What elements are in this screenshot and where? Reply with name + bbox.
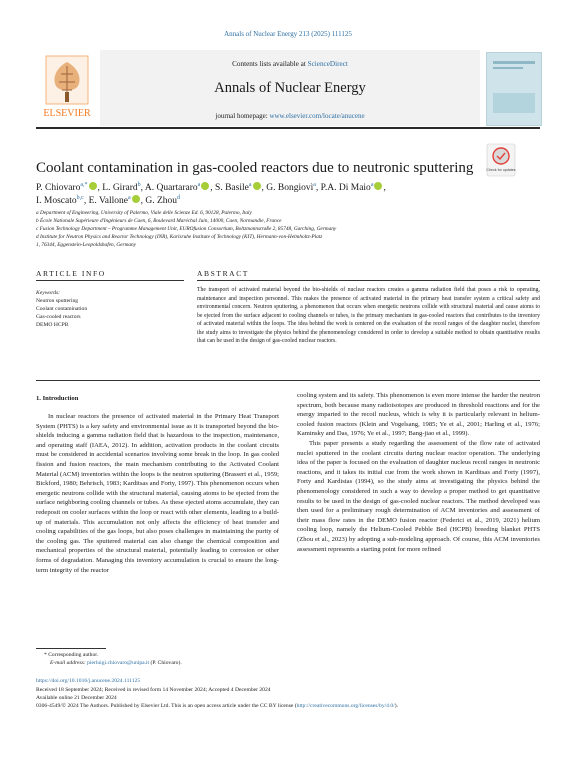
header-rule (36, 127, 540, 129)
section-heading-introduction: 1. Introduction (36, 395, 79, 402)
author-name[interactable]: G. Zhou (145, 196, 178, 207)
author-name[interactable]: P. Chiovaro (36, 183, 81, 194)
author-name[interactable]: G. Bongiovì (266, 183, 314, 194)
author-separator: , (83, 196, 89, 207)
author-affiliation-sup[interactable]: a (248, 182, 252, 188)
author-affiliation-sup[interactable]: a (313, 182, 316, 188)
intro-paragraph-1-cont: cooling system and its safety. This phenomenon is even more intense the harder the neutron spectrum, both because many radioisotopes are produced in threshold reactions and for the energy imparted to the recoil nucleus, which is why it is particularly relevant in helium-cooled fusion reactors (Klein and Vogelsang, 1985; Ye et al., 2001; Harling et al., 1976; Kaminsky and Das, 1976; Ye et al., 1997; Bang-jiao et al., 1999). (297, 392, 540, 438)
homepage-link[interactable]: www.elsevier.com/locate/anucene (269, 112, 365, 120)
email-note: E-mail address: pierluigi.chiovaro@unipa.it (P. Chiovaro). (50, 660, 182, 666)
journal-citation[interactable]: Annals of Nuclear Energy 213 (2025) 111125 (224, 30, 352, 38)
corresponding-author-note: * Corresponding author. (44, 652, 99, 658)
intro-paragraph-2: This paper presents a study regarding the assessment of the flow rate of activated nuclei sputtered in the coolant circuits during nuclear reactor operation. The underlying idea of the paper is focused on the evaluation of daughter nucleus recoil ranges in neutronic reactions, and it takes its initial cue from the work shown in Karditsas and Forty (1997), Forty and Kardistas (1994), so the study aims at investigating the physics behind the phenomenology considered in such a way to develop a proper method to get quantitative results to be used in the design of gas-cooled nuclear reactors. The method developed was then used for a preliminary rough determination of ACM inventories and assessment of their mass flow rates in the DEMO fusion reactor (Federici et al., 2019, 2021) helium cooling loop, namely the Helium-Cooled Pebble Bed (HCPB) breeding blanket PHTS (Zhou et al., 2023) by adopting a sub-modeling approach. Of course, this ACM inventories assessment represents a starting point for more refined (297, 439, 540, 553)
article-info-heading: ARTICLE INFO (36, 269, 106, 278)
author-separator: , (383, 183, 386, 194)
keyword: Gas-cooled reactors (36, 314, 81, 320)
abstract-heading: ABSTRACT (197, 269, 249, 278)
article-info-rule (36, 280, 184, 281)
keywords-label: Keywords: (36, 290, 61, 296)
author-line-1 (36, 182, 536, 193)
online-date: Available online 21 December 2024 (36, 695, 117, 701)
elsevier-logo[interactable] (36, 52, 98, 124)
footnote-rule (36, 648, 106, 649)
keyword: Coolant contamination (36, 306, 88, 312)
author-separator: , (315, 183, 321, 194)
email-link[interactable]: pierluigi.chiovaro@unipa.it (87, 660, 150, 666)
author-affiliation-sup[interactable]: b,c (76, 195, 84, 201)
author-affiliation-sup[interactable]: a (370, 182, 374, 188)
check-updates-label: Check for updates (486, 168, 516, 172)
check-for-updates-badge[interactable] (486, 143, 516, 177)
elsevier-wordmark: ELSEVIER (43, 108, 91, 119)
author-affiliation-sup[interactable]: a (197, 182, 201, 188)
author-separator: , (140, 183, 145, 194)
intro-paragraph-1: In nuclear reactors the presence of activated material in the Primary Heat Transport System (PHTS) is a key safety and environmental issue as it is transported beyond the bio-shields inducing a gamma radiation field that is hazardous to the inspection, maintenance, and operating staff (IAEA, 2012). In addition, activation products in the coolant circuits must be considered in accidental scenarios involving some break in the loop. In gas cooled fission and fusion reactors, the main mechanism contributing to the Activated Coolant Material (ACM) inventories within the loops is the neutron sputtering (Brassert et al., 1959; Bickford, 1980; Behrisch, 1983; Karditsas and Forty, 1997). This phenomenon occurs when energetic neutrons collide with the structural material, causing atoms to be ejected from the surface neighboring cooling channels or tubes. As these ejected atoms accumulate, they can redeposit on cooler surfaces within the loop or react with other elements, leading to a build-up of materials. This accumulation not only affects the efficiency of heat transfer and cooling capabilities of the gas loops, but also poses challenges in maintaining the purity of the cooling gas. The sputtered material can also change the chemical composition and mechanical properties of the structural material, potentially leading to corrosion or other forms of degradation. Managing this inventory accumulation is crucial to ensure the long-term integrity of the reactor (36, 413, 279, 574)
author-name[interactable]: A. Quartararo (144, 183, 198, 194)
author-name[interactable]: I. Moscato (36, 196, 77, 207)
abstract-bottom-rule (36, 380, 540, 381)
author-name[interactable]: S. Basile (215, 183, 249, 194)
author-separator: , (210, 183, 216, 194)
article-title: Coolant contamination in gas-cooled reactors due to neutronic sputtering (36, 160, 474, 176)
author-separator: , (140, 196, 146, 207)
license-link[interactable]: http://creativecommons.org/licenses/by/4.0/ (296, 703, 395, 709)
sciencedirect-link[interactable]: ScienceDirect (307, 60, 348, 68)
corresponding-author-mark[interactable]: ,* (83, 182, 88, 188)
affiliation-a: a Department of Engineering, University of Palermo, Viale delle Scienze Ed. 6, 90128, Palermo, Italy (36, 210, 252, 216)
homepage-line: journal homepage: www.elsevier.com/locate/anucene (215, 112, 365, 120)
license-line: 0306-4549/© 2024 The Authors. Published by Elsevier Ltd. This is an open access article under the CC BY license (http://creativecommons.org/licenses/by/4.0/). (36, 703, 398, 709)
orcid-icon[interactable] (89, 182, 97, 190)
orcid-icon[interactable] (374, 182, 382, 190)
journal-cover-thumbnail[interactable] (486, 52, 542, 126)
affiliation-b: b École Nationale Supérieure d'Ingénieurs de Caen, 6, Boulevard Maréchal Juin, 14000, Caen, Normandie, France (36, 218, 282, 224)
doi-link[interactable]: https://doi.org/10.1016/j.anucene.2024.111125 (36, 678, 141, 684)
orcid-icon[interactable] (253, 182, 261, 190)
author-affiliation-sup[interactable]: b (137, 182, 141, 188)
affiliation-d-cont: 1, 76344, Eggenstein-Leopoldshafen, Germany (36, 242, 137, 248)
received-dates: Received 18 September 2024; Received in revised form 14 November 2024; Accepted 4 December 2024 (36, 687, 271, 693)
body-column-right (297, 391, 540, 554)
author-name[interactable]: L. Girard (102, 183, 138, 194)
author-separator: , (97, 183, 103, 194)
affiliation-c: c Fusion Technology Department – Programme Management Unit, EUROfusion Consortium, Boltzmannstraße 2, 85748, Garching, Germany (36, 226, 337, 232)
contents-line: Contents lists available at ScienceDirect (232, 60, 348, 68)
author-name[interactable]: E. Vallone (88, 196, 128, 207)
affiliation-d: d Institute for Neutron Physics and Reactor Technology (INR), Karlsruhe Institute of Technology (KIT), Hermann-von-Helmholtz-Platz (36, 234, 323, 240)
keyword: Neutron sputtering (36, 298, 79, 304)
keyword: DEMO HCPB (36, 322, 69, 328)
author-affiliation-sup[interactable]: a (127, 195, 131, 201)
orcid-icon[interactable] (132, 195, 140, 203)
abstract-text: The transport of activated material beyond the bio-shields of nuclear reactors creates a gamma radiation field that poses a risk to operating, maintenance and inspection personnel. This makes the presence of activated material in the primary heat transfer system a critical safety and environmental concern. Neutron sputtering, a phenomenon that occurs when energetic neutrons collide with structural material and cause atoms to be ejected from the surface adjacent to cooling channels or tubes, is the primary mechanism in gas-cooled reactors that contributes to the inventory of activated material within the loops. The idea behind the work is centered on the evaluation of the recoil ranges of the daughter nuclei, therefore the study aims to investigate the physics behind the phenomenology considered in order to develop a suitable method to obtain quantitative results that can be used in the design of gas-cooled nuclear reactors. (197, 287, 540, 344)
author-name[interactable]: P.A. Di Maio (320, 183, 371, 194)
journal-name: Annals of Nuclear Energy (214, 80, 366, 96)
author-affiliation-sup[interactable]: a (80, 182, 84, 188)
author-separator: , (261, 183, 267, 194)
body-column-left (36, 412, 279, 575)
author-affiliation-sup[interactable]: d (177, 195, 181, 201)
orcid-icon[interactable] (201, 182, 209, 190)
abstract-rule (197, 280, 540, 281)
author-line-2 (36, 195, 536, 206)
